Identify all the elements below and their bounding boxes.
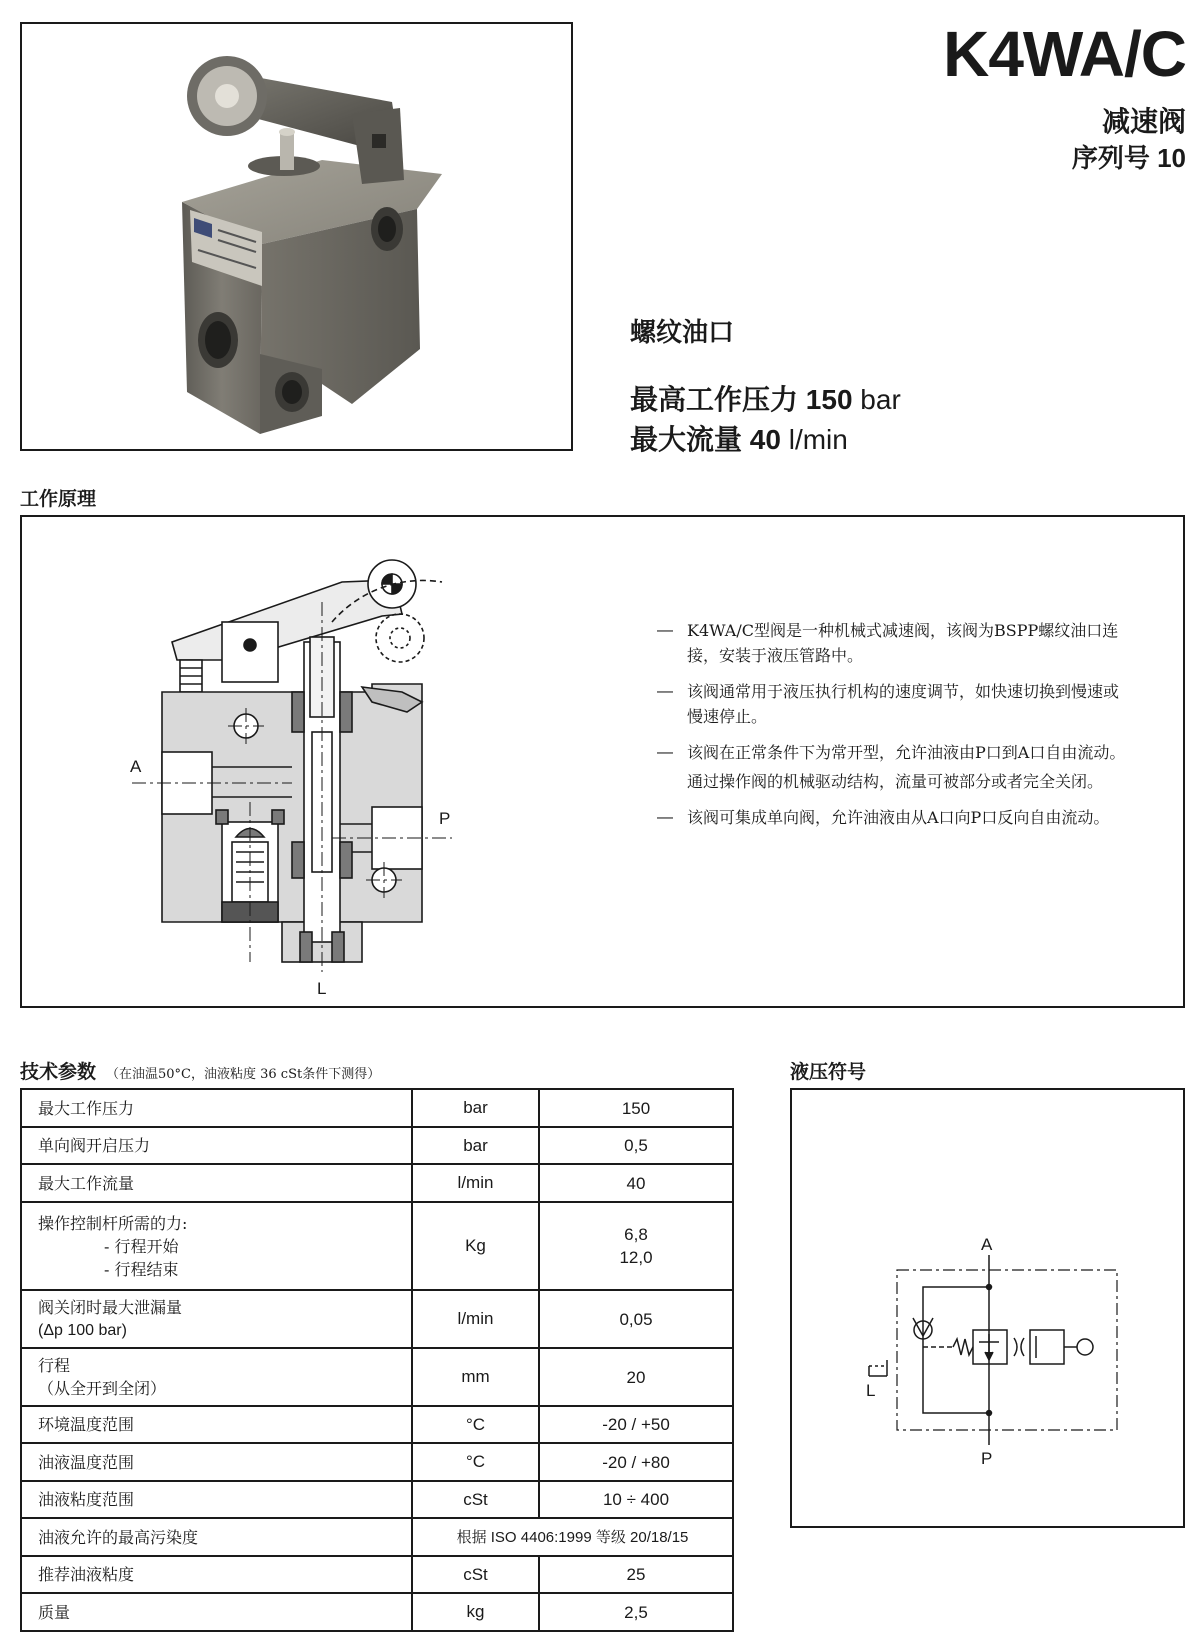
max-pressure-line — [630, 378, 901, 418]
max-flow-line — [630, 418, 848, 458]
max-flow-unit: l/min — [788, 424, 848, 455]
table-row: 油液允许的最高污染度 根据 ISO 4406:1999 等级 20/18/15 — [21, 1518, 733, 1556]
table-row: 质量 kg 2,5 — [21, 1593, 733, 1631]
symbol-port-l-label: L — [866, 1381, 876, 1400]
section-drawing — [130, 542, 492, 998]
table-row: 环境温度范围 °C -20 / +50 — [21, 1406, 733, 1443]
max-flow-value: 40 — [749, 424, 781, 455]
bullet-dash: — — [657, 683, 673, 700]
symbol-box — [790, 1088, 1185, 1528]
model-title: K4WA/C — [943, 18, 1186, 90]
table-row: 行程 （从全开到全闭） mm 20 — [21, 1348, 733, 1406]
product-subtitle: 减速阀 — [1101, 106, 1186, 137]
product-photo — [20, 22, 573, 451]
symbol-port-a-label: A — [981, 1235, 993, 1254]
max-pressure-label: 最高工作压力 — [630, 384, 799, 415]
principle-item: — 该阀可集成单向阀，允许油液由从A口向P口反向自由流动。 — [657, 805, 1127, 830]
tech-note: （在油温50°C，油液粘度 36 cSt条件下测得） — [106, 1067, 381, 1082]
principle-list — [657, 618, 1127, 841]
table-row: 最大工作流量 l/min 40 — [21, 1164, 733, 1202]
bullet-dash: — — [657, 809, 673, 826]
tech-title-text: 技术参数 — [20, 1062, 97, 1083]
table-row: 单向阀开启压力 bar 0,5 — [21, 1127, 733, 1164]
port-a-label: A — [130, 757, 142, 776]
max-pressure-value: 150 — [805, 384, 853, 415]
valve-photo-illustration — [22, 24, 571, 449]
table-row: 推荐油液粘度 cSt 25 — [21, 1556, 733, 1593]
table-row: 油液粘度范围 cSt 10 ÷ 400 — [21, 1481, 733, 1518]
table-row: 操作控制杆所需的力: - 行程开始 - 行程结束 Kg 6,8 12,0 — [21, 1202, 733, 1290]
port-type: 螺纹油口 — [630, 317, 735, 347]
principle-item: — 该阀在正常条件下为常开型，允许油液由P口到A口自由流动。 — [657, 740, 1127, 765]
table-row: 阀关闭时最大泄漏量 (Δp 100 bar) l/min 0,05 — [21, 1290, 733, 1348]
table-row: 油液温度范围 °C -20 / +80 — [21, 1443, 733, 1481]
principle-item: 通过操作阀的机械驱动结构，流量可被部分或者完全关闭。 — [687, 772, 1104, 791]
table-row: 最大工作压力 bar 150 — [21, 1089, 733, 1127]
principle-item: — K4WA/C型阀是一种机械式减速阀，该阀为BSPP螺纹油口连接，安装于液压管路中。 — [657, 618, 1127, 668]
max-pressure-unit: bar — [860, 384, 901, 415]
principle-title: 工作原理 — [20, 489, 97, 510]
tech-title — [20, 1057, 380, 1084]
hydraulic-symbol — [792, 1090, 1183, 1526]
series-number: 序列号 10 — [1071, 143, 1186, 173]
bullet-dash: — — [657, 744, 673, 761]
bullet-dash: — — [657, 622, 673, 639]
max-flow-label: 最大流量 — [630, 424, 743, 455]
tech-table — [20, 1088, 734, 1632]
symbol-title: 液压符号 — [790, 1062, 867, 1083]
symbol-port-p-label: P — [981, 1449, 993, 1468]
port-p-label: P — [439, 809, 451, 828]
principle-item: — 该阀通常用于液压执行机构的速度调节，如快速切换到慢速或慢速停止。 — [657, 679, 1127, 729]
port-l-label: L — [317, 979, 327, 998]
